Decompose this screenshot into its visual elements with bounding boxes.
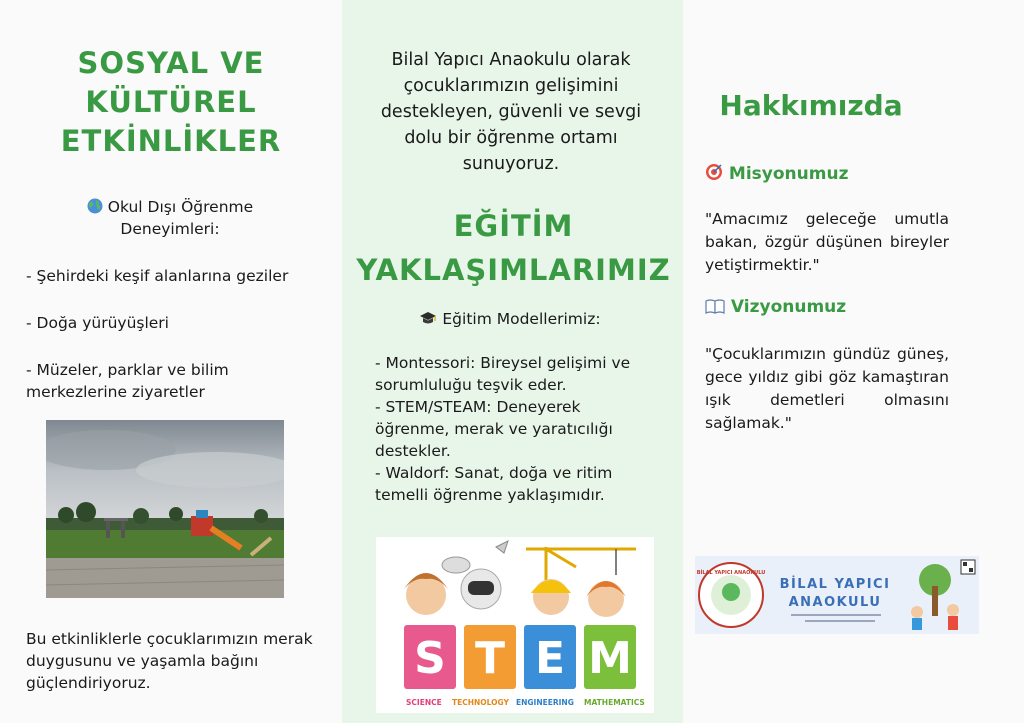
vision-heading — [705, 297, 846, 317]
title-line: SOSYAL VE — [77, 46, 265, 80]
mission-heading — [705, 163, 848, 184]
list-item: - Montessori: Bireysel gelişimi ve sorumluluğu teşvik eder. — [375, 354, 631, 394]
list-item: - Müzeler, parklar ve bilim merkezlerine ziyaretler — [26, 361, 229, 401]
social-activities-title — [20, 44, 322, 161]
vision-text: "Çocuklarımızın gündüz güneş, gece yıldız gibi göz kamaştıran ışık demetleri olmasını sağlamak." — [705, 345, 949, 432]
stem-letter: E — [534, 633, 566, 684]
stem-illustration — [376, 537, 654, 713]
list-item: - Doğa yürüyüşleri — [26, 314, 169, 332]
title-line: KÜLTÜREL — [85, 85, 257, 119]
globe-icon — [87, 198, 103, 214]
school-name-line: BİLAL YAPICI — [779, 577, 891, 592]
stem-caption: TECHNOLOGY — [452, 698, 509, 707]
graduation-cap-icon — [419, 310, 437, 326]
list-item: - Şehirdeki keşif alanlarına geziler — [26, 267, 289, 285]
title-line: ETKİNLİKLER — [60, 124, 282, 158]
title-line: YAKLAŞIMLARIMIZ — [356, 253, 671, 287]
education-models-subtitle — [380, 308, 640, 330]
education-approaches-title — [344, 204, 683, 292]
mission-text: "Amacımız geleceğe umutla bakan, özgür düşünen bireyler yetiştirmektir." — [705, 210, 949, 274]
title-line: EĞİTİM — [453, 209, 574, 243]
subtitle-line: Okul Dışı Öğrenme — [107, 198, 254, 216]
stem-letter: S — [414, 633, 446, 684]
target-icon — [705, 163, 723, 181]
playground-photo — [46, 420, 284, 598]
stem-letter: M — [588, 633, 632, 684]
outdoor-learning-subtitle — [60, 196, 280, 240]
activities-list — [26, 265, 326, 428]
stem-caption: SCIENCE — [406, 698, 442, 707]
education-models-list — [375, 352, 655, 506]
about-us-title: Hakkımızda — [719, 89, 903, 122]
stem-letter: T — [474, 633, 506, 684]
activities-footer: Bu etkinliklerle çocuklarımızın merak duygusunu ve yaşamla bağını güçlendiriyoruz. — [26, 630, 313, 692]
book-icon — [705, 298, 725, 314]
mission-heading-text: Misyonumuz — [728, 164, 849, 184]
school-banner — [695, 556, 979, 634]
vision-heading-text: Vizyonumuz — [730, 297, 847, 317]
subtitle-line: Deneyimleri: — [120, 220, 220, 238]
list-item: - Waldorf: Sanat, doğa ve ritim temelli öğrenme yaklaşımıdır. — [375, 464, 613, 504]
stem-caption: MATHEMATICS — [584, 698, 645, 707]
logo-text: BİLAL YAPICI ANAOKULU — [696, 570, 766, 576]
subtitle-text: Eğitim Modellerimiz: — [442, 310, 601, 328]
school-name-line: ANAOKULU — [788, 595, 882, 610]
intro-text: Bilal Yapıcı Anaokulu olarak çocuklarımızın gelişimini destekleyen, güvenli ve sevgi dolu bir öğrenme ortamı sunuyoruz. — [380, 50, 642, 174]
stem-caption: ENGINEERING — [516, 698, 574, 707]
list-item: - STEM/STEAM: Deneyerek öğrenme, merak ve yaratıcılığı destekler. — [375, 398, 613, 460]
